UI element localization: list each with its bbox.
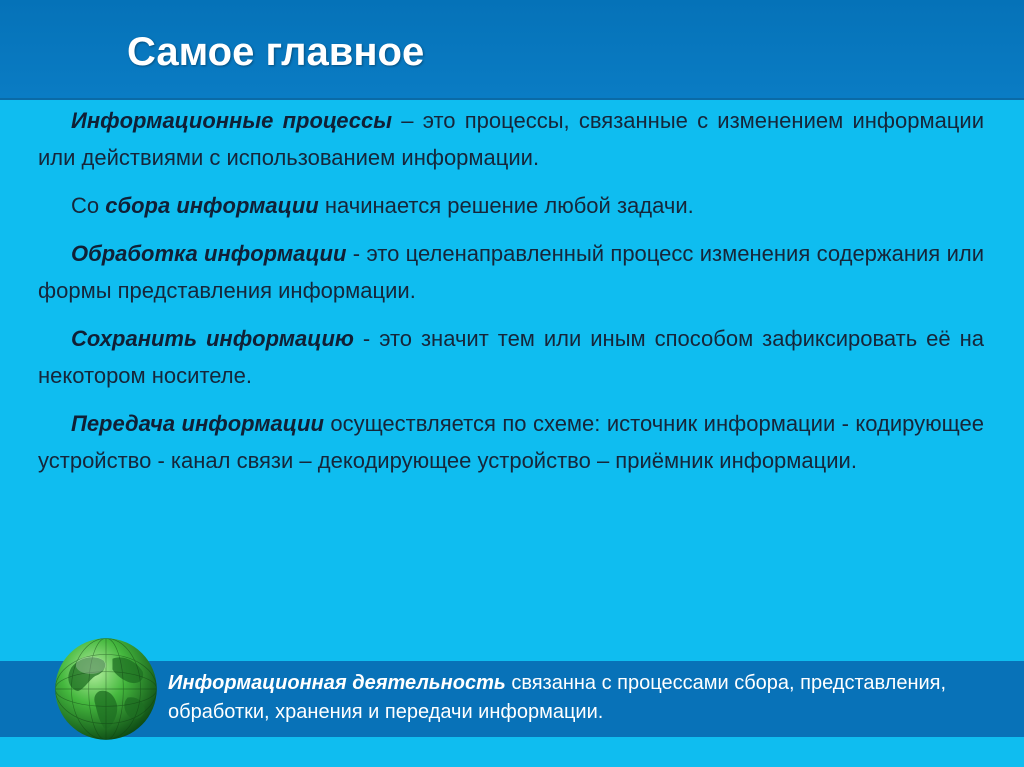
definition-info-processes: – это процессы, связанные с изменением информации или действиями с использованием информации. [38, 108, 984, 170]
definition-info-collection: начинается решение любой задачи. [318, 193, 694, 218]
footer-summary [168, 669, 998, 727]
paragraph-info-storage [38, 320, 984, 394]
main-content [38, 102, 984, 490]
term-info-transfer: Передача информации [71, 411, 324, 436]
paragraph-info-transfer [38, 405, 984, 479]
definition-info-processing: - это целенаправленный процесс изменения содержания или формы представления информации. [38, 241, 984, 303]
term-info-storage: Сохранить информацию [71, 326, 354, 351]
paragraph-info-collection [38, 187, 984, 224]
term-info-processing: Обработка информации [71, 241, 347, 266]
footer-term: Информационная деятельность [168, 672, 506, 694]
page-title: Самое главное [127, 30, 425, 74]
definition-info-storage: - это значит тем или иным способом зафиксировать её на некотором носителе. [38, 326, 984, 388]
paragraph-info-processing [38, 235, 984, 309]
term-info-collection: сбора информации [105, 193, 319, 218]
definition-info-transfer: осуществляется по схеме: источник информации - кодирующее устройство - канал связи – декодирующее устройство – приёмник информации. [38, 411, 984, 473]
globe-icon [52, 635, 160, 743]
footer-definition: связанна с процессами сбора, представления, обработки, хранения и передачи информации. [168, 672, 947, 723]
header-bar [0, 0, 1024, 100]
term-info-processes: Информационные процессы [71, 108, 393, 133]
prefix-info-collection: Со [71, 193, 106, 218]
paragraph-info-processes [38, 102, 984, 176]
